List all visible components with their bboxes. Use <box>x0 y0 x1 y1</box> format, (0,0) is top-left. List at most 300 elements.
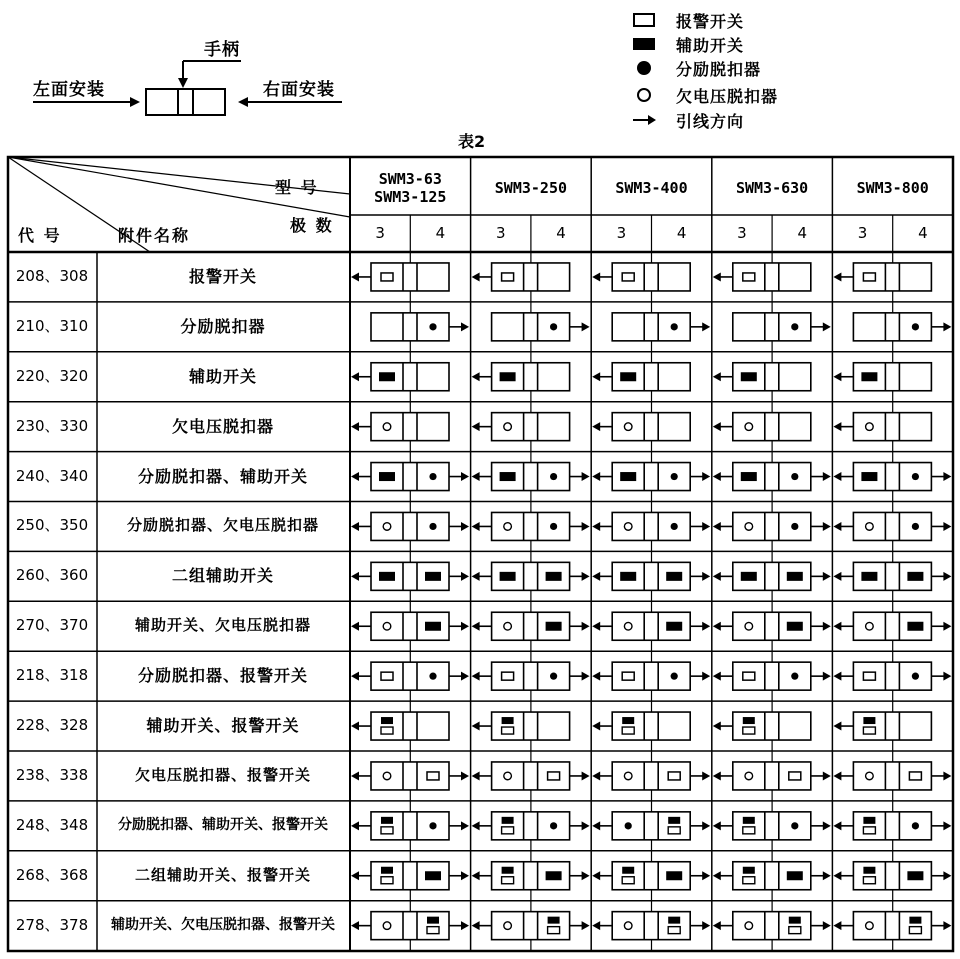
alarm-switch-icon <box>909 772 921 780</box>
accessory-header: 附件名称 <box>118 226 191 245</box>
lead-direction-icon <box>351 472 359 481</box>
row-code: 270、370 <box>15 616 89 635</box>
lead-direction-icon <box>713 522 721 531</box>
undervoltage-release-icon <box>866 622 874 630</box>
lead-direction-icon <box>702 322 710 331</box>
aux-switch-icon <box>861 572 877 581</box>
pole-count: 4 <box>435 224 446 242</box>
shunt-release-icon <box>550 323 557 330</box>
legend-label: 辅助开关 <box>676 35 745 55</box>
lead-direction-icon <box>943 472 951 481</box>
lead-direction-icon <box>833 871 841 880</box>
undervoltage-release-icon <box>504 523 512 531</box>
row-code: 248、348 <box>15 815 89 834</box>
undervoltage-release-icon <box>383 523 391 531</box>
breaker-box <box>492 313 570 341</box>
lead-direction-icon <box>461 322 469 331</box>
alarm-switch-icon <box>863 672 875 680</box>
lead-direction-icon <box>702 771 710 780</box>
row-code: 268、368 <box>15 865 89 884</box>
lead-direction-icon <box>351 921 359 930</box>
alarm-switch-icon <box>743 877 755 884</box>
alarm-switch-icon <box>743 827 755 834</box>
shunt-release-icon <box>550 523 557 530</box>
lead-direction-icon <box>592 921 600 930</box>
legend-label: 报警开关 <box>676 11 745 31</box>
lead-direction-icon <box>833 821 841 830</box>
lead-direction-icon <box>461 572 469 581</box>
aux-switch-icon <box>666 572 682 581</box>
undervoltage-release-icon <box>504 772 512 780</box>
shunt-release-icon <box>791 323 798 330</box>
lead-direction-icon <box>592 272 600 281</box>
lead-direction-icon <box>592 722 600 731</box>
row-code: 210、310 <box>15 316 89 335</box>
lead-direction-icon <box>472 522 480 531</box>
aux-switch-icon <box>502 867 514 874</box>
aux-switch-icon <box>787 871 803 880</box>
undervoltage-release-icon <box>383 622 391 630</box>
alarm-switch-icon <box>743 727 755 734</box>
lead-direction-icon <box>461 771 469 780</box>
undervoltage-release-icon <box>745 772 753 780</box>
lead-direction-icon <box>702 472 710 481</box>
lead-direction-icon <box>823 771 831 780</box>
lead-direction-icon <box>823 821 831 830</box>
breaker-box <box>612 313 690 341</box>
model-header: 型 号 <box>275 178 319 197</box>
aux-switch-icon <box>787 622 803 631</box>
lead-direction-icon <box>582 871 590 880</box>
lead-direction-icon <box>713 272 721 281</box>
lead-direction-icon <box>823 622 831 631</box>
lead-direction-icon <box>472 272 480 281</box>
undervoltage-release-icon <box>624 523 632 531</box>
lead-direction-icon <box>702 572 710 581</box>
lead-direction-icon <box>823 871 831 880</box>
aux-switch-icon <box>907 622 923 631</box>
model-name: SWM3-250 <box>494 179 568 197</box>
row-name: 辅助开关 <box>188 366 258 386</box>
undervoltage-release-icon <box>383 423 391 431</box>
lead-direction-icon <box>713 622 721 631</box>
breaker-box <box>853 712 931 740</box>
model-name: SWM3-630 <box>735 179 809 197</box>
breaker-box <box>733 712 811 740</box>
row-name: 分励脱扣器、辅助开关 <box>137 466 309 486</box>
lead-direction-icon <box>472 821 480 830</box>
alarm-switch-icon <box>863 727 875 734</box>
lead-direction-icon <box>461 472 469 481</box>
breaker-box <box>733 812 811 840</box>
aux-switch-icon <box>502 717 514 724</box>
aux-switch-icon <box>743 817 755 824</box>
shunt-release-icon <box>791 822 798 829</box>
alarm-switch-icon <box>381 273 393 281</box>
lead-direction-icon <box>702 622 710 631</box>
pole-count: 3 <box>857 224 868 242</box>
alarm-switch-icon <box>789 772 801 780</box>
shunt-release-icon <box>912 673 919 680</box>
aux-switch-icon <box>743 717 755 724</box>
row-name: 二组辅助开关、报警开关 <box>134 865 312 884</box>
undervoltage-release-icon <box>745 922 753 930</box>
aux-switch-icon <box>666 871 682 880</box>
row-code: 220、320 <box>15 366 89 385</box>
aux-switch-icon <box>787 572 803 581</box>
undervoltage-release-icon <box>504 622 512 630</box>
pole-count: 4 <box>556 224 566 242</box>
shunt-release-icon <box>791 673 798 680</box>
row-code: 238、338 <box>15 765 89 784</box>
shunt-release-icon <box>912 523 919 530</box>
alarm-switch-icon <box>502 877 514 884</box>
lead-direction-icon <box>582 322 590 331</box>
lead-direction-icon <box>833 272 841 281</box>
lead-direction-icon <box>582 672 590 681</box>
breaker-box <box>612 712 690 740</box>
aux-switch-icon <box>741 472 757 481</box>
alarm-switch-icon <box>622 672 634 680</box>
lead-direction-icon <box>833 722 841 731</box>
undervoltage-release-icon <box>624 772 632 780</box>
lead-direction-icon <box>351 372 359 381</box>
shunt-release-icon <box>791 473 798 480</box>
row-code: 218、318 <box>15 666 89 685</box>
lead-direction-icon <box>702 821 710 830</box>
lead-direction-icon <box>823 921 831 930</box>
lead-direction-icon <box>461 821 469 830</box>
lead-direction-icon <box>592 372 600 381</box>
alarm-switch-icon <box>743 672 755 680</box>
undervoltage-release-icon <box>745 622 753 630</box>
lead-direction-icon <box>943 921 951 930</box>
aux-switch-icon <box>546 871 562 880</box>
lead-direction-icon <box>351 422 359 431</box>
aux-switch-icon <box>548 917 560 924</box>
aux-switch-icon <box>500 372 516 381</box>
alarm-switch-icon <box>381 827 393 834</box>
alarm-switch-icon <box>743 273 755 281</box>
right-mount-label: 右面安装 <box>263 80 335 100</box>
undervoltage-release-icon <box>866 423 874 431</box>
row-code: 250、350 <box>15 516 89 535</box>
aux-switch-icon <box>546 572 562 581</box>
legend-label: 欠电压脱扣器 <box>676 86 779 106</box>
shunt-release-icon <box>429 323 436 330</box>
lead-direction-icon <box>943 622 951 631</box>
shunt-release-icon <box>550 473 557 480</box>
breaker-box <box>371 812 449 840</box>
lead-direction-icon <box>351 272 359 281</box>
aux-switch-icon <box>546 622 562 631</box>
aux-switch-icon <box>427 917 439 924</box>
model-name: SWM3-400 <box>615 179 688 197</box>
lead-direction-icon <box>713 672 721 681</box>
lead-direction-icon <box>823 572 831 581</box>
lead-direction-icon <box>713 722 721 731</box>
aux-switch-icon <box>620 472 636 481</box>
aux-switch-icon <box>379 372 395 381</box>
lead-direction-icon <box>592 821 600 830</box>
lead-direction-icon <box>472 771 480 780</box>
lead-direction-icon <box>833 622 841 631</box>
undervoltage-release-icon <box>745 423 753 431</box>
shunt-release-icon <box>912 473 919 480</box>
pole-count: 4 <box>676 224 687 242</box>
undervoltage-release-icon <box>383 922 391 930</box>
alarm-switch-icon <box>863 273 875 281</box>
undervoltage-release-icon <box>745 523 753 531</box>
aux-switch-icon <box>668 817 680 824</box>
aux-switch-icon <box>500 472 516 481</box>
model-name: SWM3-800 <box>856 179 929 197</box>
aux-switch-icon <box>741 572 757 581</box>
pole-count: 3 <box>616 224 627 242</box>
lead-direction-icon <box>833 372 841 381</box>
model-name: SWM3-63 SWM3-125 <box>374 170 447 206</box>
row-code: 208、308 <box>15 266 89 285</box>
lead-direction-icon <box>582 821 590 830</box>
aux-switch-icon <box>863 867 875 874</box>
lead-direction-icon <box>713 422 721 431</box>
breaker-box <box>371 313 449 341</box>
alarm-switch-icon <box>622 273 634 281</box>
breaker-box <box>492 712 570 740</box>
lead-direction-icon <box>592 422 600 431</box>
aux-switch-icon <box>622 867 634 874</box>
alarm-switch-icon <box>381 727 393 734</box>
table-title: 表2 <box>458 132 486 151</box>
lead-direction-icon <box>833 672 841 681</box>
lead-direction-icon <box>351 572 359 581</box>
shunt-release-icon <box>671 523 678 530</box>
lead-direction-icon <box>461 622 469 631</box>
lead-direction-icon <box>713 572 721 581</box>
lead-direction-icon <box>702 921 710 930</box>
lead-direction-icon <box>472 921 480 930</box>
handle-label: 手柄 <box>204 40 240 60</box>
aux-switch-icon <box>379 472 395 481</box>
shunt-release-icon <box>429 822 436 829</box>
lead-direction-icon <box>702 522 710 531</box>
aux-switch-icon <box>909 917 921 924</box>
row-code: 228、328 <box>15 716 89 735</box>
row-name: 报警开关 <box>188 266 258 286</box>
poles-header: 极 数 <box>290 216 334 235</box>
lead-direction-icon <box>943 771 951 780</box>
lead-direction-icon <box>472 572 480 581</box>
lead-direction-icon <box>713 372 721 381</box>
alarm-switch-icon <box>622 727 634 734</box>
lead-direction-icon <box>472 722 480 731</box>
alarm-switch-icon <box>668 827 680 834</box>
alarm-switch-icon <box>863 827 875 834</box>
aux-switch-icon <box>379 572 395 581</box>
undervoltage-release-icon <box>624 622 632 630</box>
lead-direction-icon <box>582 771 590 780</box>
lead-direction-icon <box>582 572 590 581</box>
lead-direction-icon <box>833 921 841 930</box>
undervoltage-release-icon <box>504 922 512 930</box>
row-code: 278、378 <box>15 915 89 934</box>
lead-direction-icon <box>472 871 480 880</box>
shunt-release-icon <box>912 323 919 330</box>
pole-count: 3 <box>737 224 747 242</box>
aux-switch-icon <box>381 817 393 824</box>
aux-switch-icon <box>381 867 393 874</box>
undervoltage-release-icon <box>624 922 632 930</box>
lead-direction-icon <box>592 522 600 531</box>
shunt-release-icon <box>429 673 436 680</box>
lead-direction-icon <box>472 422 480 431</box>
aux-switch-icon <box>622 717 634 724</box>
lead-direction-icon <box>943 522 951 531</box>
row-name: 二组辅助开关 <box>171 566 275 586</box>
alarm-switch-icon <box>668 927 680 934</box>
lead-direction-icon <box>833 572 841 581</box>
lead-direction-icon <box>713 771 721 780</box>
lead-direction-icon <box>472 372 480 381</box>
alarm-switch-icon <box>502 672 514 680</box>
alarm-switch-icon <box>427 772 439 780</box>
undervoltage-release-icon <box>383 772 391 780</box>
alarm-switch-icon <box>381 672 393 680</box>
lead-direction-icon <box>351 771 359 780</box>
row-name: 辅助开关、欠电压脱扣器、报警开关 <box>111 916 335 933</box>
lead-direction-icon <box>472 472 480 481</box>
row-code: 260、360 <box>15 566 89 585</box>
aux-switch-icon <box>502 817 514 824</box>
shunt-release-icon <box>671 473 678 480</box>
lead-direction-icon <box>592 472 600 481</box>
lead-direction-icon <box>351 722 359 731</box>
aux-switch-icon <box>907 572 923 581</box>
aux-switch-icon <box>620 572 636 581</box>
undervoltage-release-icon <box>866 523 874 531</box>
lead-direction-icon <box>823 672 831 681</box>
lead-direction-icon <box>943 322 951 331</box>
aux-switch-icon <box>863 817 875 824</box>
shunt-release-icon <box>429 523 436 530</box>
lead-direction-icon <box>351 622 359 631</box>
legend-label: 引线方向 <box>676 111 745 131</box>
shunt-release-icon <box>429 473 436 480</box>
lead-direction-icon <box>351 522 359 531</box>
alarm-switch-icon <box>427 927 439 934</box>
lead-direction-icon <box>472 622 480 631</box>
lead-direction-icon <box>592 622 600 631</box>
aux-switch-icon <box>381 717 393 724</box>
aux-switch-icon <box>668 917 680 924</box>
shunt-release-icon <box>625 822 632 829</box>
breaker-box <box>492 812 570 840</box>
left-mount-label: 左面安装 <box>33 80 105 100</box>
aux-switch-icon <box>863 717 875 724</box>
lead-direction-icon <box>833 472 841 481</box>
lead-direction-icon <box>833 771 841 780</box>
legend-label: 分励脱扣器 <box>676 59 762 79</box>
row-name: 分励脱扣器 <box>180 316 266 336</box>
alarm-switch-icon <box>548 772 560 780</box>
lead-direction-icon <box>351 871 359 880</box>
lead-direction-icon <box>592 672 600 681</box>
lead-direction-icon <box>461 672 469 681</box>
row-code: 230、330 <box>15 416 89 435</box>
undervoltage-release-icon <box>624 423 632 431</box>
aux-switch-icon <box>425 572 441 581</box>
lead-direction-icon <box>943 672 951 681</box>
lead-direction-icon <box>713 871 721 880</box>
lead-direction-icon <box>582 622 590 631</box>
row-name: 辅助开关、欠电压脱扣器 <box>134 616 312 635</box>
lead-direction-icon <box>592 771 600 780</box>
breaker-box <box>733 313 811 341</box>
shunt-release-icon <box>791 523 798 530</box>
code-header: 代 号 <box>18 226 62 245</box>
pole-count: 4 <box>797 224 808 242</box>
pole-count: 3 <box>495 224 506 242</box>
lead-direction-icon <box>702 871 710 880</box>
lead-direction-icon <box>943 871 951 880</box>
breaker-box <box>371 712 449 740</box>
shunt-release-icon <box>671 323 678 330</box>
lead-direction-icon <box>461 871 469 880</box>
undervoltage-release-icon <box>866 922 874 930</box>
lead-direction-icon <box>592 572 600 581</box>
breaker-box <box>612 812 690 840</box>
aux-switch-icon <box>500 572 516 581</box>
lead-direction-icon <box>351 672 359 681</box>
lead-direction-icon <box>713 472 721 481</box>
aux-switch-icon <box>861 372 877 381</box>
breaker-box <box>853 812 931 840</box>
aux-switch-icon <box>620 372 636 381</box>
lead-direction-icon <box>702 672 710 681</box>
row-name: 辅助开关、报警开关 <box>146 716 300 736</box>
lead-direction-icon <box>823 472 831 481</box>
lead-direction-icon <box>351 821 359 830</box>
aux-switch-icon <box>666 622 682 631</box>
lead-direction-icon <box>582 921 590 930</box>
row-name: 分励脱扣器、辅助开关、报警开关 <box>118 816 328 833</box>
row-code: 240、340 <box>15 466 89 485</box>
aux-switch-icon <box>425 871 441 880</box>
lead-direction-icon <box>713 921 721 930</box>
alarm-switch-icon <box>863 877 875 884</box>
lead-direction-icon <box>461 921 469 930</box>
lead-direction-icon <box>823 322 831 331</box>
shunt-release-icon <box>550 673 557 680</box>
alarm-switch-icon <box>502 273 514 281</box>
lead-direction-icon <box>833 422 841 431</box>
row-name: 分励脱扣器、报警开关 <box>137 666 309 686</box>
aux-switch-icon <box>907 871 923 880</box>
alarm-switch-icon <box>548 927 560 934</box>
alarm-switch-icon <box>381 877 393 884</box>
lead-direction-icon <box>582 472 590 481</box>
lead-direction-icon <box>943 821 951 830</box>
row-name: 分励脱扣器、欠电压脱扣器 <box>126 516 320 535</box>
breaker-box <box>853 313 931 341</box>
row-name: 欠电压脱扣器 <box>171 416 275 436</box>
undervoltage-release-icon <box>504 423 512 431</box>
row-name: 欠电压脱扣器、报警开关 <box>134 765 312 784</box>
pole-count: 3 <box>375 224 385 242</box>
aux-switch-icon <box>743 867 755 874</box>
alarm-switch-icon <box>502 727 514 734</box>
lead-direction-icon <box>823 522 831 531</box>
